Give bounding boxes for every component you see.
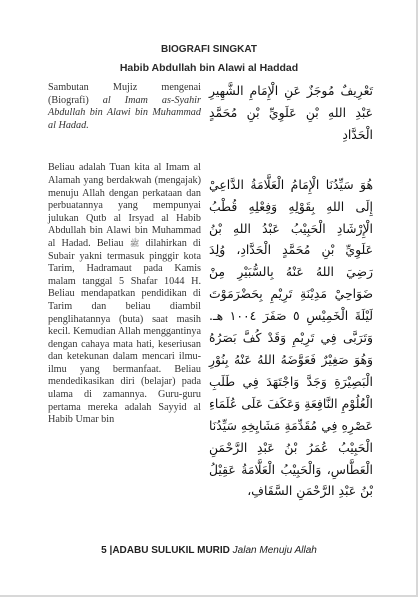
arabic-heading-paragraph: تَعْرِيفٌ مُوجَزٌ عَنِ الْإِمَامِ الشَّهِيرِ عَبْدِ اللهِ بْنِ عَلَوِيِّ بْنِ مُحَمَّدٍ الْحَدَّادِ: [209, 83, 373, 142]
paragraph-italic-text: al Imam as-Syahir Abdullah bin Alawi bin Muhammad al Hadad.: [48, 94, 201, 131]
paragraph-text: dilahirkan di Subair yakni termasuk pinggir kota Tarim, Hadramaut pada Kamis malam tanggal 5 Shafar 1044 H. Beliau mendapatkan pendidikan di Tarim dan beliau diambil penglihatannya (buta) saat masih kecil. Kemudian Allah menggantinya dengan cahaya mata hati, keseriusan dan ketekunan dalam mencari ilmu-ilmu yang bermanfaat. Beliau mendedikasikan diri (belajar) pada ulama di zamannya. Guru-guru pertama mereka adalah Sayyid al Habib Umar bin: [48, 237, 201, 426]
arabic-column: [209, 80, 373, 502]
page-footer: [0, 545, 418, 556]
book-subtitle: Jalan Menuju Allah: [229, 545, 317, 556]
paragraph-text: Sambutan Mujiz mengenai (Biografi): [48, 82, 201, 106]
arabic-paragraph: هُوَ سَيِّدُنَا الْإِمَامُ الْعَلَّامَةُ الدَّاعِيْ إِلَى اللهِ بِقَوْلِهِ وَفِعْلِهِ قُطْبُ الْإِرْشَادِ الْحَبِيْبُ عَبْدُ اللهِ بْنُ عَلَوِيِّ بْنِ مُحَمَّدٍ الْحَدَّادِ، وُلِدَ رَضِيَ اللهُ عَنْهُ بِالسُّبَيْرِ مِنْ ضَوَاحِيْ مَدِيْنَةِ تَرِيْمِ بِحَضْرَمَوْتَ لَيْلَةَ الْخَمِيْسِ ٥ صَفَرَ ١٠٠٤ هـ. وَتَرَبَّى فِي تَرِيْمِ وَقَدْ كُفَّ بَصَرُهُ وَهُوَ صَغِيْرٌ فَعَوَّضَهُ اللهُ عَنْهُ بِنُوْرِ الْبَصِيْرَةِ وَجَدَّ وَاجْتَهَدَ فِي طَلَبِ الْعُلُوْمِ النَّافِعَةِ وَعَكَفَ عَلَى عُلَمَاءِ عَصْرِهِ فِي مُقَدِّمَةِ مَشَايِخِهِ سَيِّدُنَا الْحَبِيْبُ عُمَرُ بْنُ عَبْدِ الرَّحْمَنِ الْعَطَّاسِ، وَالْحَبِيْبُ الْعَلَّامَةُ عَقِيْلُ بْنُ عَبْدِ الرَّحْمَنِ السَّقَافِ،: [209, 176, 373, 499]
page-subtitle: Habib Abdullah bin Alawi al Haddad: [119, 62, 299, 74]
page-title: BIOGRAFI SINGKAT: [161, 44, 257, 55]
book-title: ADABU SULUKIL MURID: [112, 545, 230, 556]
translation-paragraph: [48, 82, 201, 132]
honorific-symbol: ﷺ: [129, 238, 140, 248]
paragraph-text: Beliau adalah Tuan kita al Imam al Alamah yang berdakwah (mengajak) menuju Allah dengan perkataan dan perbuatannya yang mempunyai julukan Qutb al Irsyad al Habib Abdullah bin Alawi bin Muhammad al Hadad. Beliau: [48, 162, 201, 249]
footer-separator: |: [106, 545, 113, 556]
translation-paragraph: [48, 162, 201, 426]
page-number: 5: [101, 545, 107, 556]
translation-column: [48, 82, 201, 427]
